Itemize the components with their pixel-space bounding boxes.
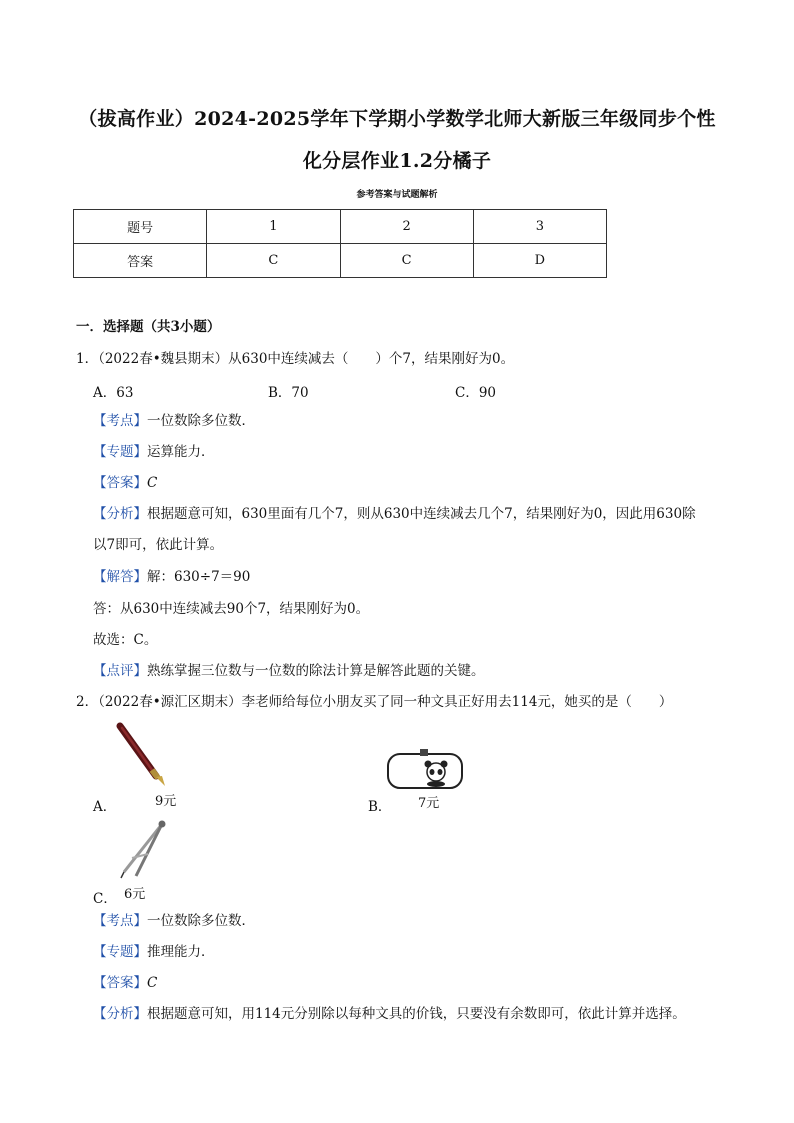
zhuanti-text: 运算能力． [147,444,215,460]
fenxi-text: 根据题意可知，用114元分别除以每种文具的价钱，只要没有余数即可，依此计算并选择。 [147,1006,686,1022]
q1-kaodian [93,412,255,430]
answer-table [73,209,607,278]
daan-text: C [147,475,158,491]
zhuanti-tag: 【专题】 [93,944,147,960]
q2-kaodian [93,912,255,930]
daan-tag: 【答案】 [93,475,147,491]
table-cell: C [340,244,473,278]
q1-choice: 故选：C。 [93,632,158,648]
kaodian-tag: 【考点】 [93,413,147,429]
table-cell: 题号 [74,210,207,244]
q1-option-a: A．63 [93,385,134,401]
fenxi-tag: 【分析】 [93,1006,147,1022]
fenxi-text: 根据题意可知，630里面有几个7，则从630中连续减去几个7，结果刚好为0，因此用630除 [147,506,696,522]
zhuanti-text: 推理能力． [147,944,215,960]
q1-dianping [93,662,485,680]
q2-price-b: 7元 [418,796,440,811]
q2-zhuanti [93,943,215,961]
table-cell: 3 [473,210,606,244]
dianping-tag: 【点评】 [93,663,147,679]
dianping-text: 熟练掌握三位数与一位数的除法计算是解答此题的关键。 [147,663,485,679]
q2-option-b: B． [368,799,392,815]
compass-picture [118,818,173,880]
daan-text: C [147,975,158,991]
q1-jieda [93,568,250,586]
q2-daan [93,974,157,992]
jieda-tag: 【解答】 [93,569,147,585]
q2-option-c: C． [93,891,117,907]
q1-zhuanti [93,443,215,461]
kaodian-tag: 【考点】 [93,913,147,929]
q1-fenxi-1 [93,505,696,523]
kaodian-text: 一位数除多位数． [147,913,255,929]
daan-tag: 【答案】 [93,975,147,991]
table-cell: 2 [340,210,473,244]
kaodian-text: 一位数除多位数． [147,413,255,429]
q2-fenxi [93,1005,686,1023]
question-1-stem: 1．（2022春•魏县期末）从630中连续减去（ ）个7，结果刚好为0。 [76,351,515,367]
q1-answer-sentence: 答：从630中连续减去90个7，结果刚好为0。 [93,601,370,617]
zhuanti-tag: 【专题】 [93,444,147,460]
table-cell: D [473,244,606,278]
fountain-pen-picture [112,722,172,792]
table-cell: 答案 [74,244,207,278]
q1-daan [93,474,157,492]
q1-fenxi-2: 以7即可，依此计算。 [93,537,224,553]
table-cell: 1 [207,210,340,244]
pencil-case-picture [385,747,465,792]
q1-option-b: B．70 [268,385,309,401]
q2-price-c: 6元 [124,887,146,902]
document-title-line-1: （拔高作业）2024-2025学年下学期小学数学北师大新版三年级同步个性 [78,108,716,130]
q2-price-a: 9元 [155,794,177,809]
table-row [74,210,607,244]
q2-option-a: A． [93,799,117,815]
section-heading: 一．选择题（共3小题） [76,319,221,335]
document-title-line-2: 化分层作业1.2分橘子 [302,150,492,172]
q1-option-c: C．90 [455,385,497,401]
table-row [74,244,607,278]
question-2-stem: 2．（2022春•源汇区期末）李老师给每位小朋友买了同一种文具正好用去114元，她买的是（ ） [76,694,673,710]
fenxi-tag: 【分析】 [93,506,147,522]
table-cell: C [207,244,340,278]
document-subtitle: 参考答案与试题解析 [356,190,438,200]
jieda-text: 解：630÷7＝90 [147,569,251,585]
